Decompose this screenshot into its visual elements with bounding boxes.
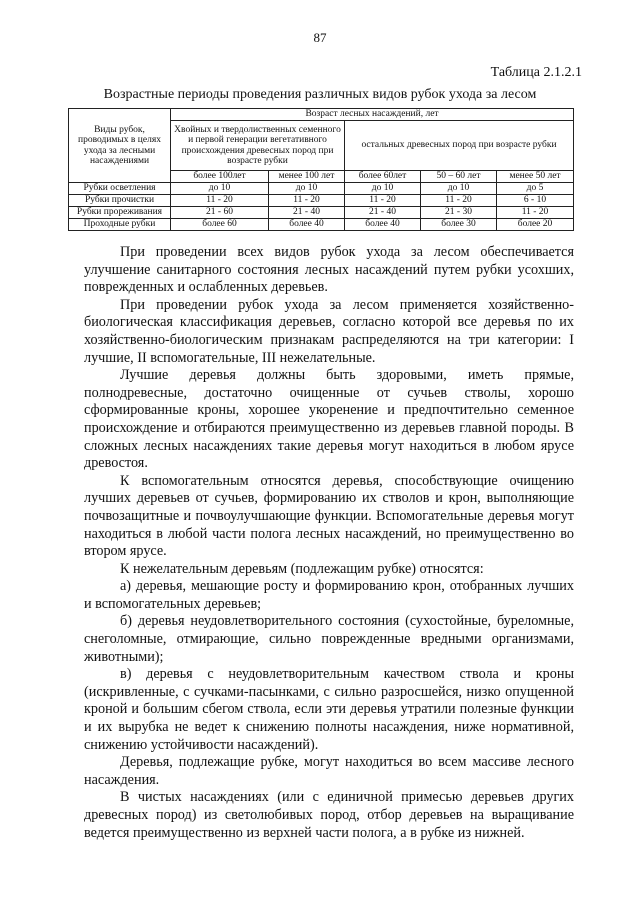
table-cell: 21 - 30 <box>421 207 497 219</box>
paragraph: При проведении рубок ухода за лесом применяется хозяйственно-биологическая классификация деревьев, согласно которой все деревья по их хозяйственно-биологическим признакам распределяются на три категории: I лучшие, II вспомогательные, III нежелательные. <box>84 296 574 366</box>
body-text <box>84 244 574 842</box>
table-row <box>69 195 574 207</box>
page-number: 87 <box>313 30 327 45</box>
sub-header: более 60лет <box>345 171 421 183</box>
row-name: Рубки осветления <box>69 183 171 195</box>
table-cell: 11 - 20 <box>171 195 269 207</box>
table-cell: до 10 <box>269 183 345 195</box>
table-cell: до 10 <box>345 183 421 195</box>
age-header: Возраст лесных насаждений, лет <box>171 109 574 121</box>
paragraph: К нежелательным деревьям (подлежащим рубке) относятся: <box>120 560 484 577</box>
table-cell: 21 - 60 <box>171 207 269 219</box>
table-cell: более 60 <box>171 219 269 231</box>
sub-header: менее 50 лет <box>497 171 574 183</box>
row-name: Проходные рубки <box>69 219 171 231</box>
table-cell: 11 - 20 <box>345 195 421 207</box>
table-cell: до 10 <box>171 183 269 195</box>
paragraph: К вспомогательным относятся деревья, способствующие очищению лучших деревьев от сучьев, формированию их стволов и крон, выполняющие почвозащитные и почвоулучшающие функции. Вспомогательные деревья могут находиться в любой части полога лесных насаждений, но преимущественно во втором ярусе. <box>84 472 574 560</box>
logging-age-table <box>68 108 574 231</box>
paragraph: б) деревья неудовлетворительного состояния (сухостойные, буреломные, снеголомные, отмирающие, сильно поврежденные вредными организмами, животными); <box>84 613 574 665</box>
group2-header: остальных древесных пород при возрасте рубки <box>345 121 574 171</box>
paragraph: При проведении всех видов рубок ухода за лесом обеспечивается улучшение санитарного состояния лесных насаждений путем рубки усохших, поврежденных и ослабленных деревьев. <box>84 244 574 296</box>
row-name: Рубки прореживания <box>69 207 171 219</box>
sub-header: 50 – 60 лет <box>421 171 497 183</box>
table-cell: более 40 <box>345 219 421 231</box>
table-cell: 6 - 10 <box>497 195 574 207</box>
table-row <box>69 219 574 231</box>
sub-header: менее 100 лет <box>269 171 345 183</box>
table-cell: 21 - 40 <box>345 207 421 219</box>
group1-header: Хвойных и твердолиственных семенного и первой генерации вегетативного происхождения древесных пород при возрасте рубки <box>171 121 345 171</box>
table-cell: более 30 <box>421 219 497 231</box>
table-cell: более 40 <box>269 219 345 231</box>
table-cell: 11 - 20 <box>269 195 345 207</box>
table-cell: до 5 <box>497 183 574 195</box>
paragraph: Деревья, подлежащие рубке, могут находиться во всем массиве лесного насаждения. <box>84 754 574 788</box>
row-header: Виды рубок, проводимых в целях ухода за лесными насаждениями <box>69 109 171 183</box>
sub-header: более 100лет <box>171 171 269 183</box>
table-cell: до 10 <box>421 183 497 195</box>
table-row <box>69 183 574 195</box>
table-cell: 21 - 40 <box>269 207 345 219</box>
table-caption: Возрастные периоды проведения различных видов рубок ухода за лесом <box>103 87 537 102</box>
table-cell: 11 - 20 <box>421 195 497 207</box>
paragraph: а) деревья, мешающие росту и формированию крон, отобранных лучших и вспомогательных деревьев; <box>84 578 574 612</box>
table-cell: 11 - 20 <box>497 207 574 219</box>
table-label: Таблица 2.1.2.1 <box>490 65 582 80</box>
paragraph: В чистых насаждениях (или с единичной примесью деревьев других древесных пород) из светолюбивых пород, отбор деревьев на выращивание ведется преимущественно из верхней части полога, а в рубке из нижней. <box>84 789 574 841</box>
table-row <box>69 207 574 219</box>
paragraph: Лучшие деревья должны быть здоровыми, иметь прямые, полнодревесные, достаточно очищенные от сучьев стволы, хорошо сформированные кроны, хорошее укоренение и предпочтительно семенное происхождение и отбираются преимущественно из деревьев главной породы. В сложных лесных насаждениях такие деревья могут находиться в любом ярусе древостоя. <box>84 367 574 472</box>
row-name: Рубки прочистки <box>69 195 171 207</box>
table-cell: более 20 <box>497 219 574 231</box>
paragraph: в) деревья с неудовлетворительным качеством ствола и кроны (искривленные, с сучками-пасынками, с сильно разросшейся, низко опущенной кроной и большим сбегом ствола, если эти деревья утратили полезные функции и их вырубка не ведет к снижению полноты насаждения, ниже нормативной, снижению устойчивости насаждений). <box>84 666 574 753</box>
